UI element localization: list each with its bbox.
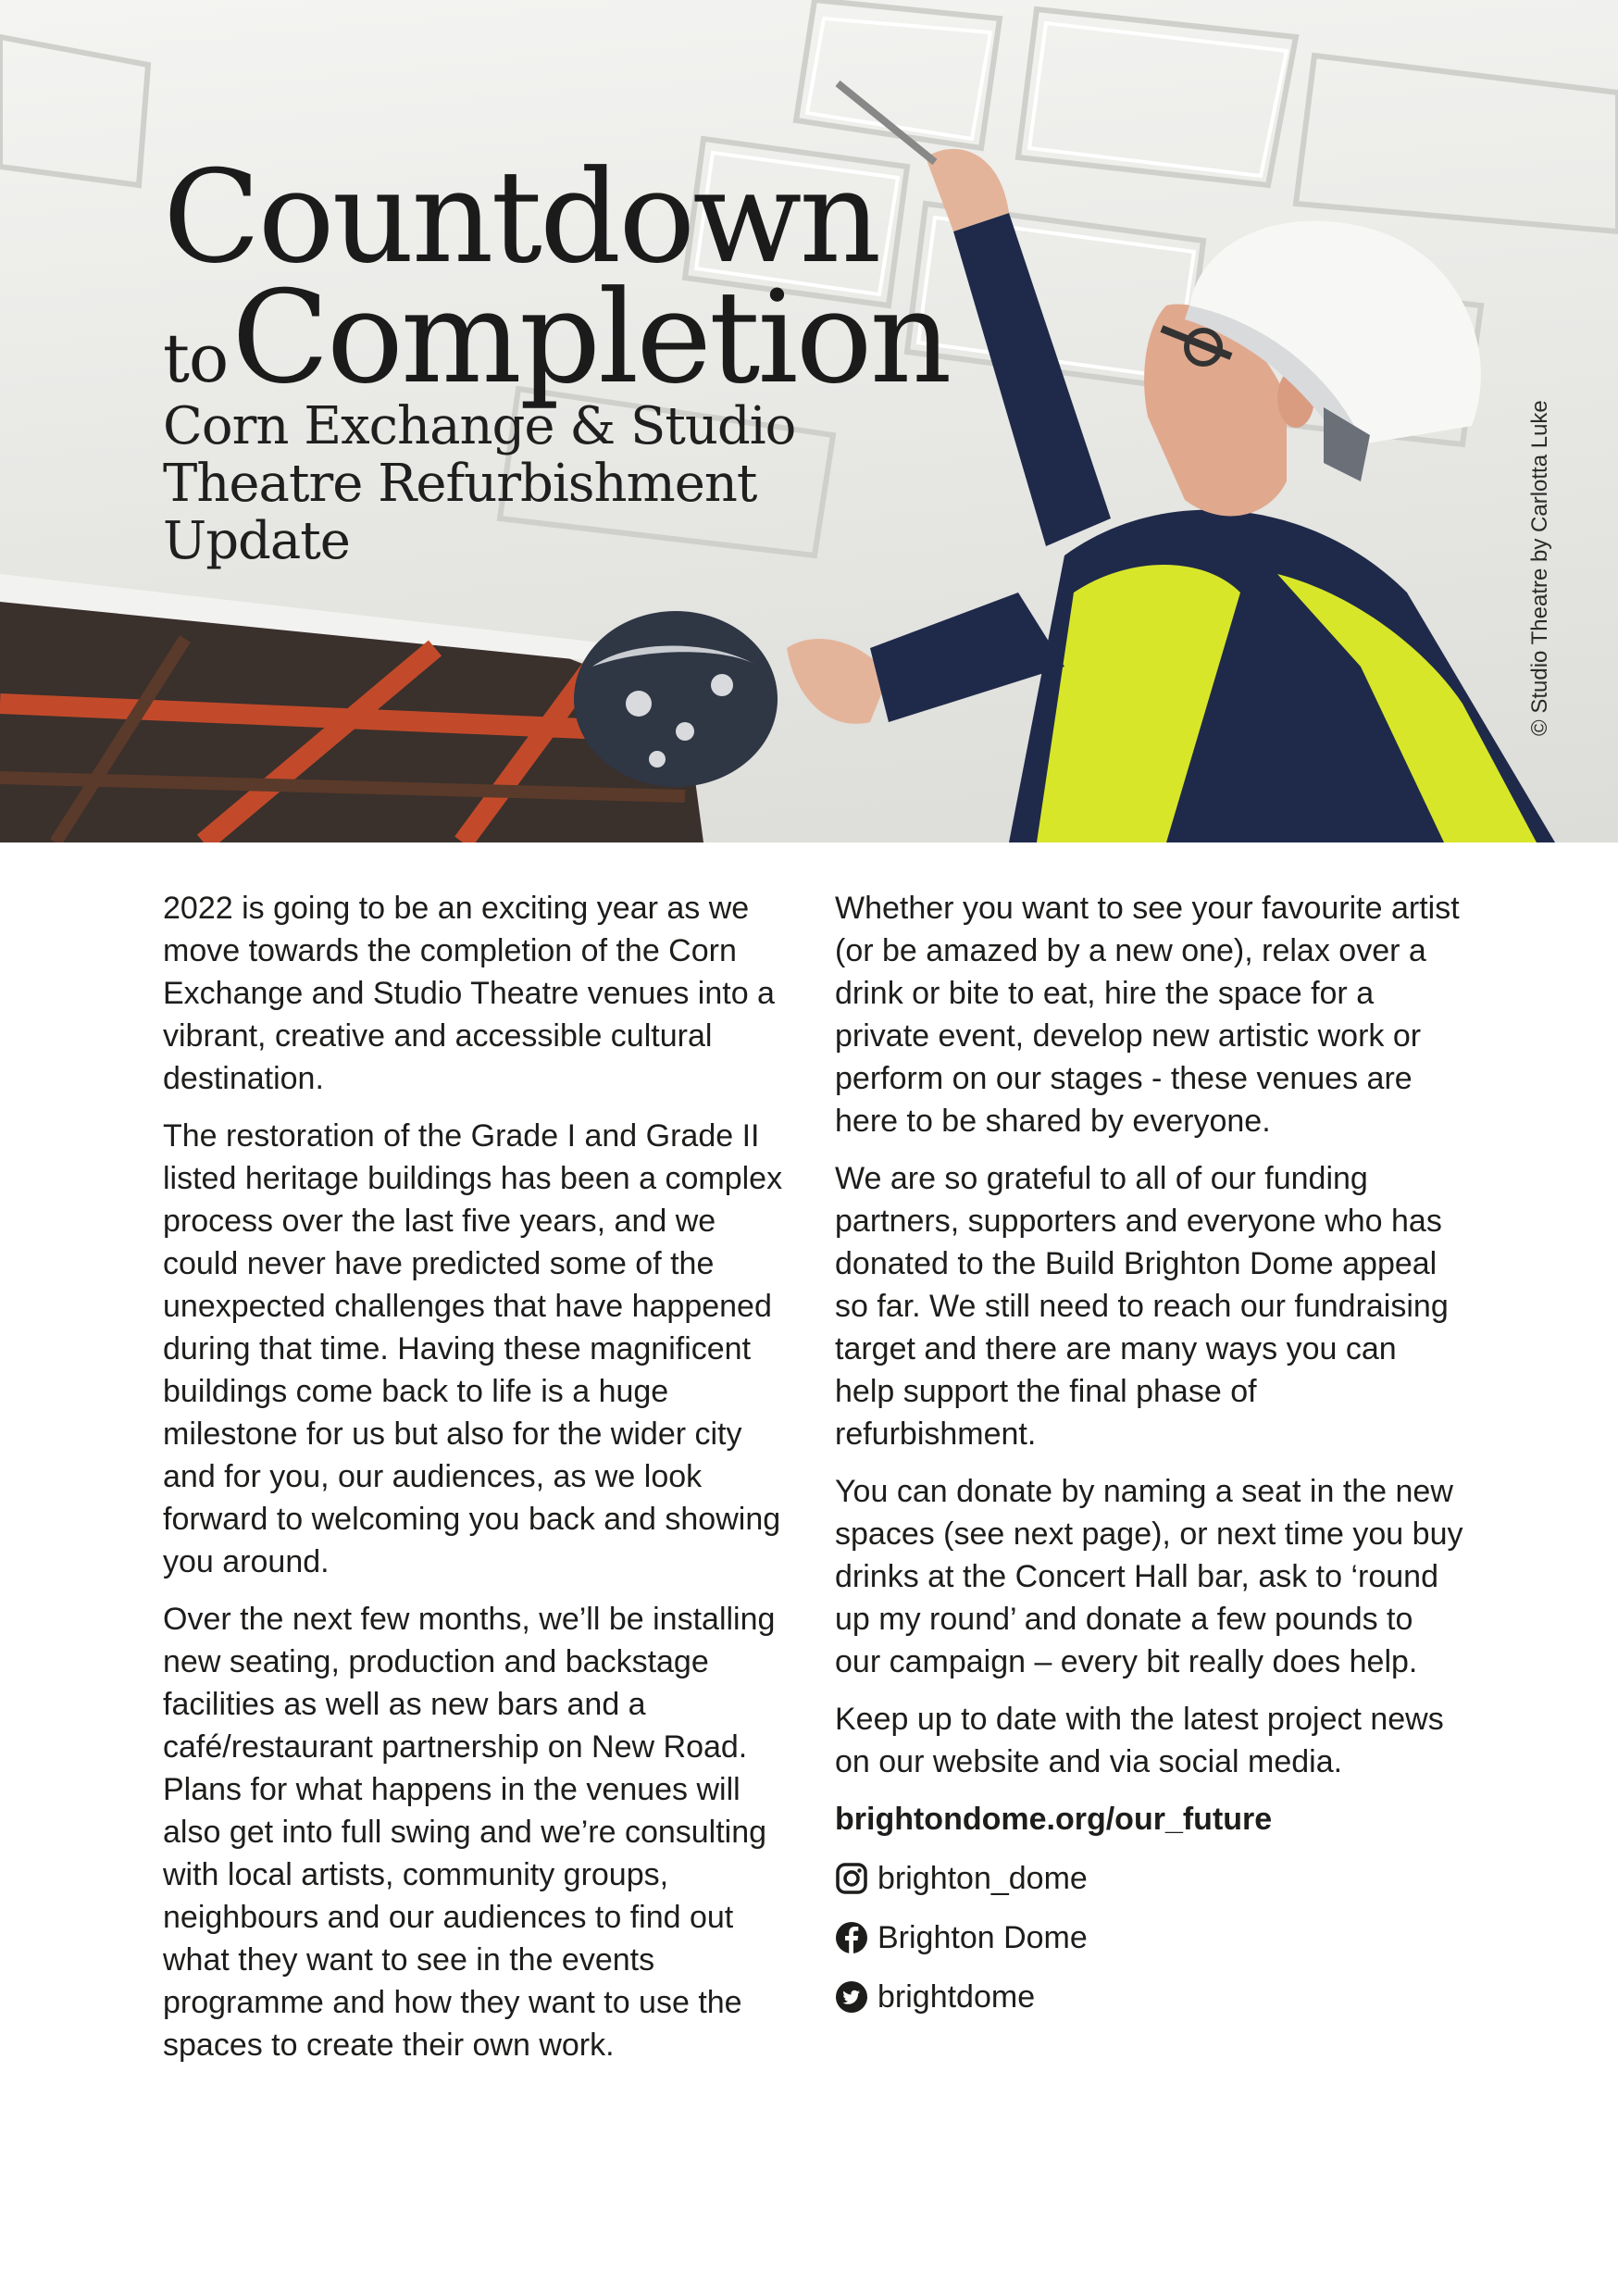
instagram-handle: brighton_dome (877, 1861, 1088, 1896)
photo-credit: © Studio Theatre by Carlotta Luke (1527, 400, 1552, 736)
left-paragraph-1: 2022 is going to be an exciting year as we move towards the completion of the Corn Exchange and Studio Theatre venues into a vibrant, creative and accessible cultural destination. (163, 891, 775, 1096)
title-word-completion: Completion (231, 263, 950, 412)
twitter-icon (835, 1980, 868, 2014)
social-instagram[interactable] (835, 1857, 1464, 1900)
title-word-to: to (163, 319, 229, 397)
facebook-icon (835, 1921, 868, 1954)
right-paragraph-3: You can donate by naming a seat in the new spaces (see next page), or next time you buy drinks at the Concert Hall bar, ask to ‘round up my round’ and donate a few pounds to our campaign – every bit really does help. (835, 1474, 1463, 1679)
instagram-icon (835, 1862, 868, 1895)
right-paragraph-4: Keep up to date with the latest project news on our website and via social media. (835, 1702, 1444, 1779)
social-facebook[interactable] (835, 1916, 1464, 1959)
right-paragraph-2: We are so grateful to all of our funding partners, supporters and everyone who has donated to the Build Brighton Dome appeal so far. We still need to reach our fundraising target and there are many ways you can help support the final phase of refurbishment. (835, 1161, 1449, 1452)
left-column (163, 887, 792, 2081)
page-subtitle: Corn Exchange & Studio Theatre Refurbishment Update (163, 396, 796, 571)
website-link[interactable]: brightondome.org/our_future (835, 1802, 1273, 1837)
social-twitter[interactable] (835, 1976, 1464, 2018)
twitter-handle: brightdome (877, 1979, 1036, 2015)
page-title (163, 143, 950, 418)
title-line-countdown: Countdown (163, 143, 879, 292)
left-paragraph-3: Over the next few months, we’ll be installing new seating, production and backstage facilities as well as new bars and a café/restaurant partnership on New Road. Plans for what happens in the venues will also get into full swing and we’re consulting with local artists, community groups, neighbours and our audiences to find out what they want to see in the events programme and how they want to use the spaces to create their own work. (163, 1602, 776, 2063)
left-paragraph-2: The restoration of the Grade I and Grade II listed heritage buildings has been a complex process over the last five years, and we could never have predicted some of the unexpected challenges that have happened during that time. Having these magnificent buildings come back to life is a huge milestone for us but also for the wider city and for you, our audiences, as we look forward to welcoming you back and showing you around. (163, 1118, 783, 1579)
hero-photo (0, 0, 1618, 842)
right-column (835, 887, 1464, 2035)
facebook-handle: Brighton Dome (877, 1920, 1088, 1955)
right-paragraph-1: Whether you want to see your favourite artist (or be amazed by a new one), relax over a drink or bite to eat, hire the space for a private event, develop new artistic work or perform on our stages - these venues are here to be shared by everyone. (835, 891, 1460, 1139)
